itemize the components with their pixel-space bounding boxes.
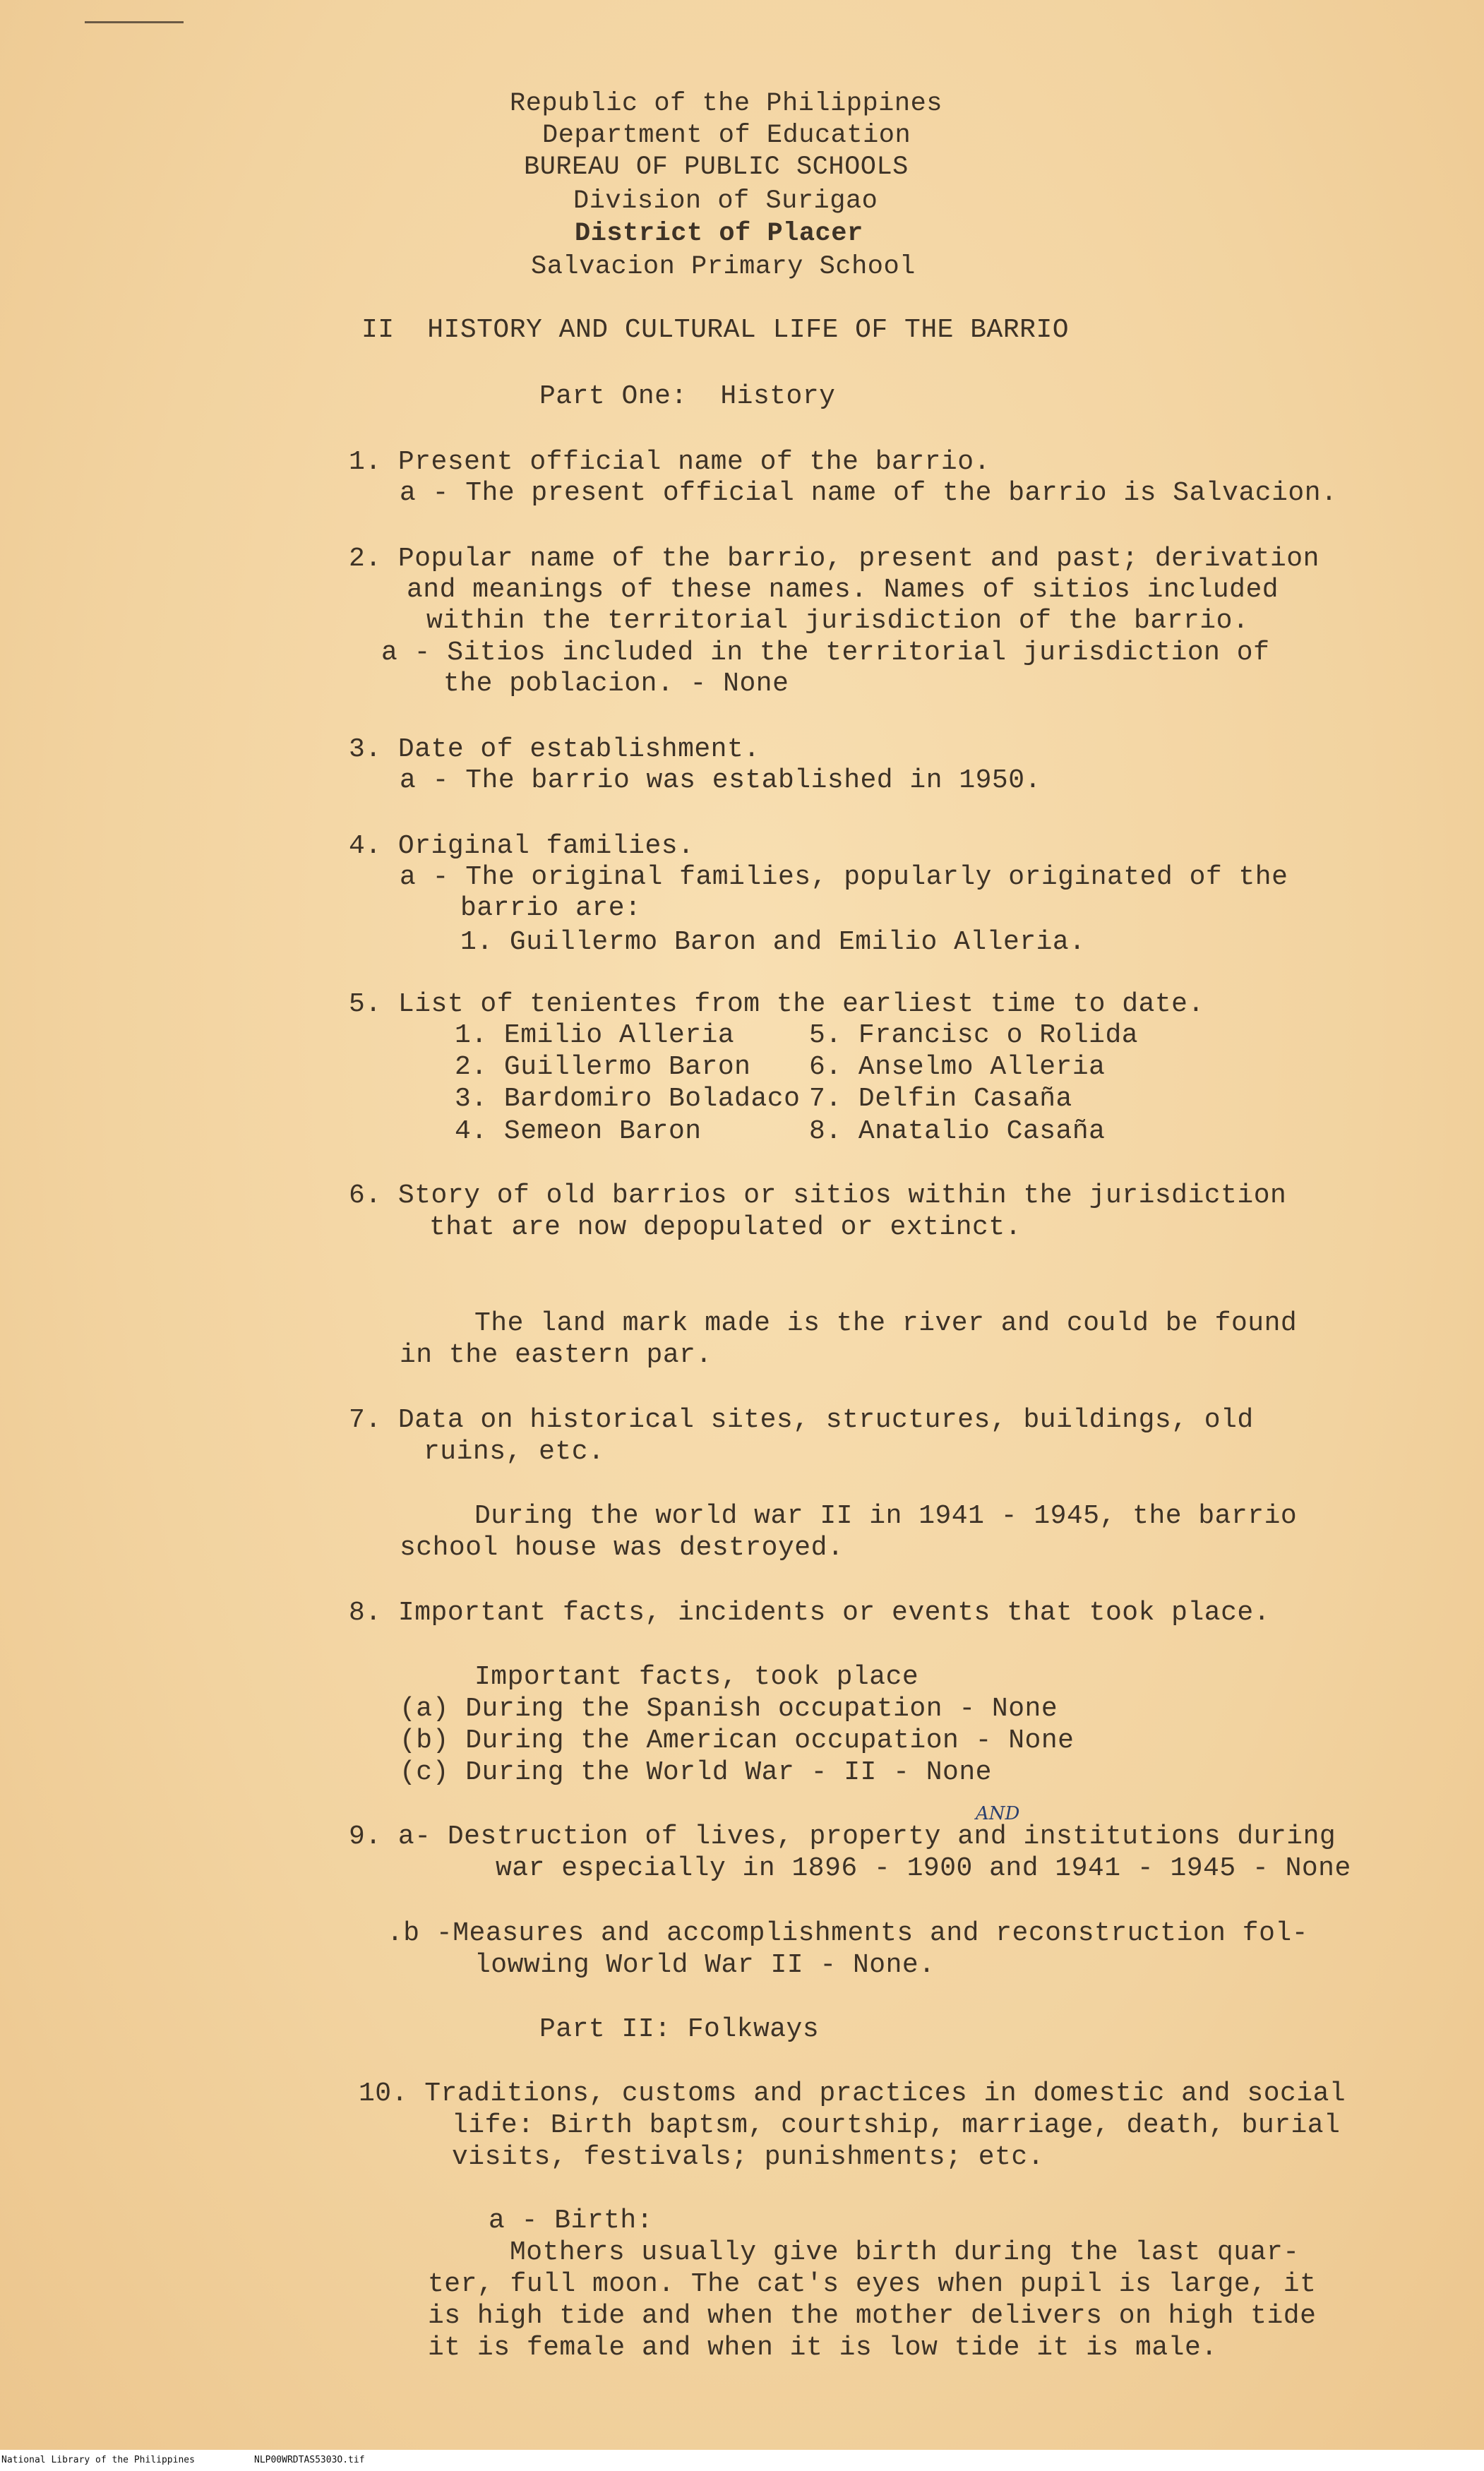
- teniente-left: 2. Guillermo Baron: [455, 1052, 751, 1082]
- birth-text-line3: is high tide and when the mother delivers on high tide: [428, 2301, 1317, 2331]
- teniente-left: 3. Bardomiro Boladaco: [455, 1084, 801, 1114]
- question-2-line3: within the territorial jurisdiction of the barrio.: [426, 606, 1250, 636]
- question-9a-line2: war especially in 1896 - 1900 and 1941 - 1945 - None: [496, 1853, 1351, 1884]
- footer-filename: NLP00WRDTAS5303O.tif: [254, 2455, 365, 2465]
- answer-8-b: (b) During the American occupation - None: [400, 1725, 1075, 1756]
- birth-text-line4: it is female and when it is low tide it is male.: [428, 2333, 1218, 2363]
- answer-4-line2: barrio are:: [460, 893, 642, 923]
- handwritten-annotation: AND: [976, 1803, 1020, 1824]
- question-1: 1. Present official name of the barrio.: [349, 447, 991, 477]
- header-division: Division of Surigao: [573, 186, 878, 216]
- teniente-right: 6. Anselmo Alleria: [809, 1052, 1106, 1082]
- answer-6-line2: in the eastern par.: [400, 1340, 712, 1370]
- teniente-left: 1. Emilio Alleria: [455, 1020, 735, 1051]
- question-2-line2: and meanings of these names. Names of sitios included: [407, 575, 1279, 605]
- header-bureau: BUREAU OF PUBLIC SCHOOLS: [524, 152, 909, 182]
- answer-2-line2: the poblacion. - None: [443, 669, 789, 699]
- ink-mark: [85, 21, 184, 23]
- answer-2-line1: a - Sitios included in the territorial jurisdiction of: [381, 638, 1270, 668]
- teniente-right: 7. Delfin Casaña: [809, 1084, 1072, 1114]
- footer-library: National Library of the Philippines: [1, 2455, 195, 2465]
- section-title: II HISTORY AND CULTURAL LIFE OF THE BARRIO: [361, 315, 1070, 345]
- answer-8-heading: Important facts, took place: [474, 1662, 919, 1692]
- question-5: 5. List of tenientes from the earliest time to date.: [349, 989, 1204, 1019]
- answer-7-line1: During the world war II in 1941 - 1945, the barrio: [474, 1501, 1298, 1531]
- question-2-line1: 2. Popular name of the barrio, present and past; derivation: [349, 544, 1320, 574]
- answer-1: a - The present official name of the barrio is Salvacion.: [400, 478, 1338, 508]
- header-republic: Republic of the Philippines: [510, 89, 943, 119]
- question-4: 4. Original families.: [349, 831, 695, 861]
- scan-footer: [0, 2450, 1484, 2471]
- birth-text-line1: Mothers usually give birth during the last quar-: [510, 2237, 1300, 2268]
- header-school: Salvacion Primary School: [531, 252, 916, 282]
- question-9b-line1: .b -Measures and accomplishments and reconstruction fol-: [387, 1918, 1309, 1949]
- answer-3: a - The barrio was established in 1950.: [400, 765, 1041, 796]
- answer-8-c: (c) During the World War - II - None: [400, 1757, 992, 1788]
- teniente-right: 8. Anatalio Casaña: [809, 1116, 1106, 1147]
- answer-8-a: (a) During the Spanish occupation - None: [400, 1694, 1058, 1724]
- question-7-line1: 7. Data on historical sites, structures, buildings, old: [349, 1405, 1254, 1435]
- answer-4-line1: a - The original families, popularly originated of the: [400, 862, 1288, 892]
- question-9b-line2: lowwing World War II - None.: [474, 1950, 935, 1980]
- answer-4-line3: 1. Guillermo Baron and Emilio Alleria.: [460, 927, 1086, 957]
- question-9a-line1: 9. a- Destruction of lives, property and institutions during: [349, 1821, 1336, 1852]
- part-two-heading: Part II: Folkways: [539, 2014, 820, 2045]
- birth-text-line2: ter, full moon. The cat's eyes when pupil is large, it: [428, 2269, 1317, 2299]
- header-department: Department of Education: [542, 121, 911, 150]
- question-10-line3: visits, festivals; punishments; etc.: [452, 2142, 1044, 2172]
- question-8: 8. Important facts, incidents or events that took place.: [349, 1598, 1271, 1628]
- question-6-line2: that are now depopulated or extinct.: [429, 1212, 1022, 1243]
- question-10-line1: 10. Traditions, customs and practices in domestic and social: [359, 2078, 1346, 2109]
- answer-6-line1: The land mark made is the river and could be found: [474, 1308, 1298, 1339]
- part-one-heading: Part One: History: [539, 381, 836, 412]
- birth-heading: a - Birth:: [489, 2206, 654, 2236]
- question-7-line2: ruins, etc.: [424, 1437, 605, 1467]
- header-district: District of Placer: [575, 219, 863, 249]
- question-10-line2: life: Birth baptsm, courtship, marriage, death, burial: [452, 2110, 1341, 2141]
- question-3: 3. Date of establishment.: [349, 734, 760, 765]
- teniente-left: 4. Semeon Baron: [455, 1116, 702, 1147]
- teniente-right: 5. Francisc o Rolida: [809, 1020, 1139, 1051]
- answer-7-line2: school house was destroyed.: [400, 1533, 844, 1563]
- question-6-line1: 6. Story of old barrios or sitios within the jurisdiction: [349, 1180, 1287, 1211]
